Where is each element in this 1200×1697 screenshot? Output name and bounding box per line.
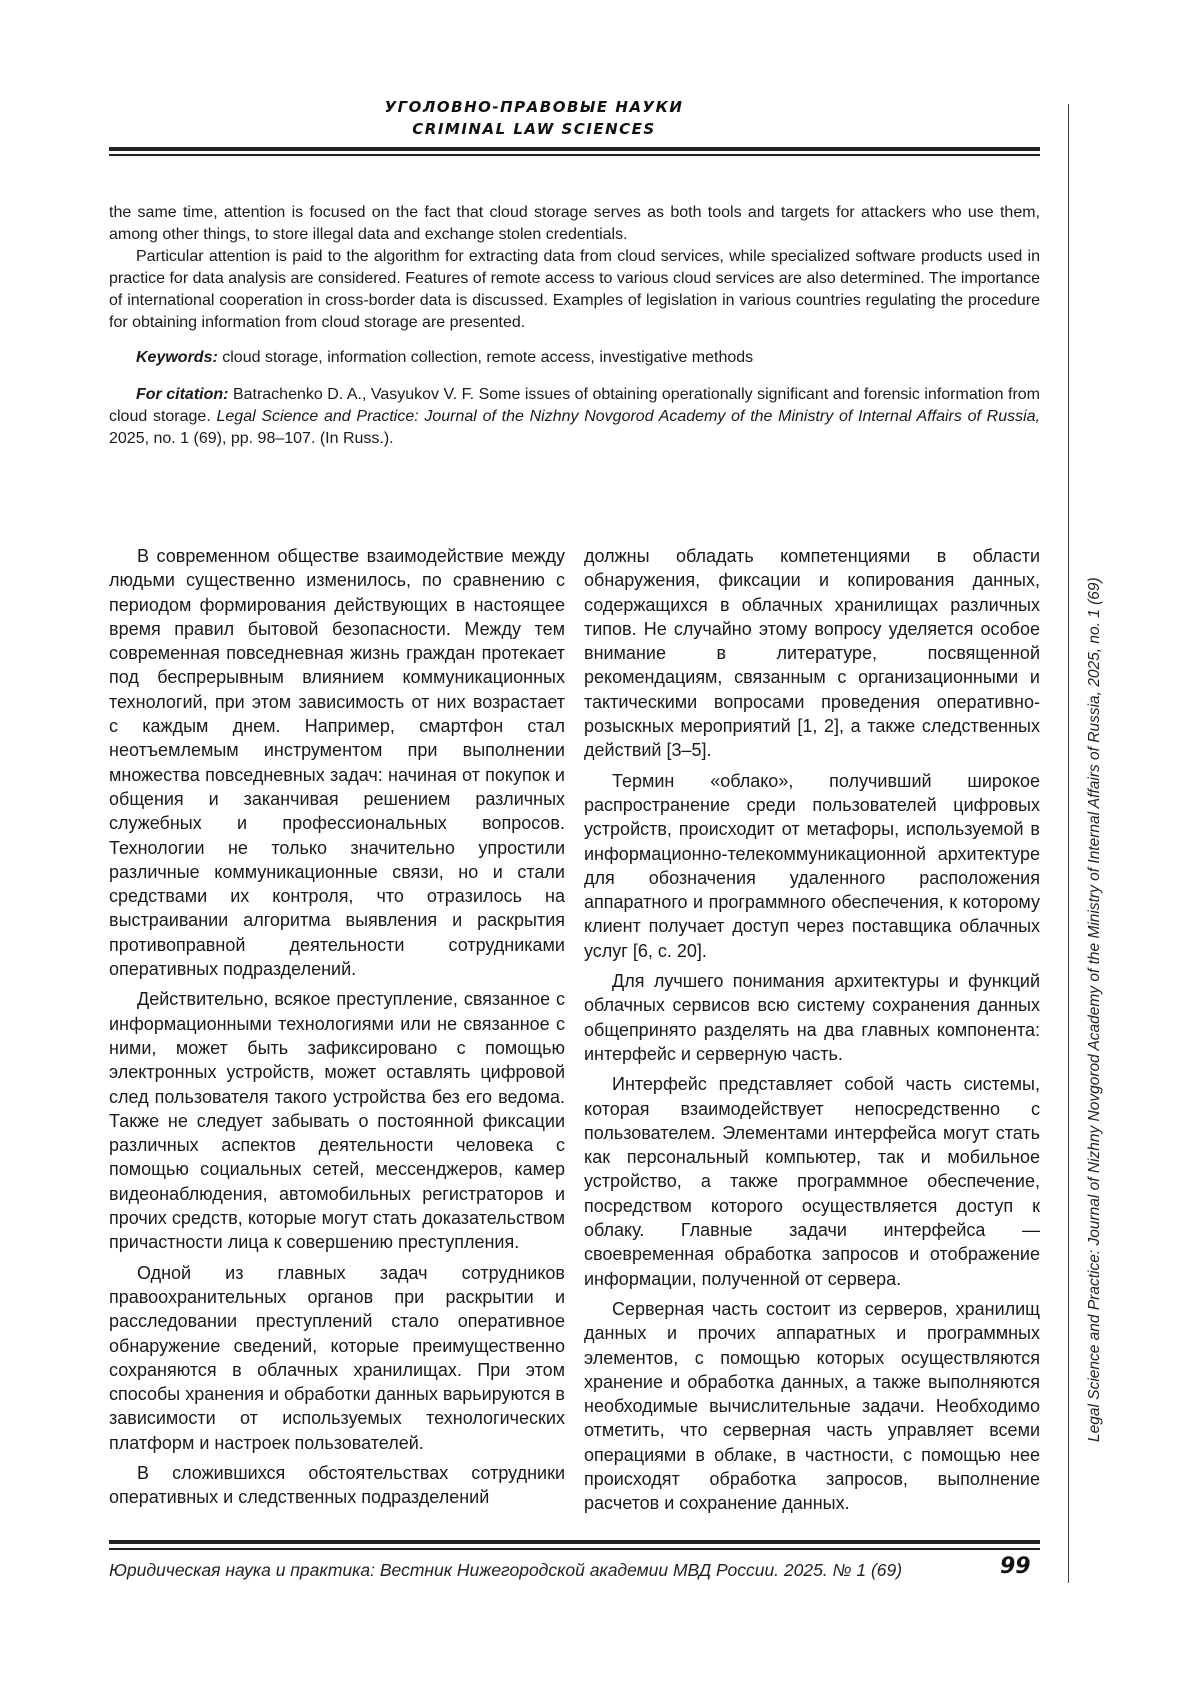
side-journal-reference: Legal Science and Practice: Journal of Nizhny Novgorod Academy of the Ministry of Internal Affairs of Russia, 2025, no. 1 (69) (1086, 577, 1103, 1443)
keywords-text: cloud storage, information collection, remote access, investigative methods (217, 349, 754, 366)
citation-tail: 2025, no. 1 (69), pp. 98–107. (In Russ.). (109, 430, 394, 447)
body-paragraph: Термин «облако», получивший широкое распространение среди пользователей цифровых устройств, происходит от метафоры, используемой в информационно-телекоммуникационной архитектуре для обозначения удаленного расположения аппаратного и программного обеспечения, к которому клиент получает доступ через поставщика облачных услуг [6, с. 20]. (584, 770, 1040, 961)
section-header (0, 96, 1068, 140)
keywords-label: Keywords: (136, 349, 218, 366)
section-title-ru: УГОЛОВНО-ПРАВОВЫЕ НАУКИ (384, 98, 684, 116)
keywords (109, 347, 1040, 369)
abstract-paragraph: the same time, attention is focused on the fact that cloud storage serves as both tools and targets for attackers who use them, among other things, to store illegal data and exchange stolen credentials. (109, 204, 1040, 243)
citation-journal: Legal Science and Practice: Journal of the Nizhny Novgorod Academy of the Ministry of Internal Affairs of Russia, (216, 408, 1041, 425)
citation-authors: Batrachenko D. A., Vasyukov V. F. Some issues of obtaining operationally significant and forensic information from cloud storage. (109, 386, 1041, 425)
footer-rule-thick (109, 1540, 1040, 1544)
body-column-right (584, 544, 1040, 1522)
section-title-en: CRIMINAL LAW SCIENCES (412, 120, 656, 138)
body-paragraph: В современном обществе взаимодействие между людьми существенно изменилось, по сравнению с периодом формирования действующих в настоящее время правил бытовой безопасности. Между тем современная повседневная жизнь граждан протекает под беспрерывным влиянием коммуникационных технологий, при этом зависимость от них возрастает с каждым днем. Например, смартфон стал неотъемлемым инструментом при выполнении множества повседневных задач: начиная от покупок и общения и заканчивая решением различных служебных и профессиональных вопросов. Технологии не только значительно упростили различные коммуникационные связи, но и стали средствами их контроля, что отразилось на выстраивании алгоритма выявления и раскрытия противоправной деятельности сотрудниками оперативных подразделений. (109, 546, 565, 980)
body-paragraph: Серверная часть состоит из серверов, хранилищ данных и прочих аппаратных и программных элементов, с помощью которых осуществляются хранение и обработка данных, а также выполняются необходимые вычислительные задачи. Необходимо отметить, что серверная часть управляет всеми операциями в облаке, в частности, с помощью нее происходят обработка запросов, выполнение расчетов и сохранение данных. (584, 1298, 1040, 1514)
body-paragraph: Для лучшего понимания архитектуры и функций облачных сервисов всю систему сохранения данных общепринято разделять на два главных компонента: интерфейс и серверную часть. (584, 971, 1040, 1064)
body-paragraph: Одной из главных задач сотрудников правоохранительных органов при раскрытии и расследовании преступлений стало оперативное обнаружение сведений, которые преимущественно сохраняются в облачных хранилищах. При этом способы хранения и обработки данных варьируются в зависимости от используемых технологических платформ и настроек пользователей. (109, 1262, 565, 1453)
body-paragraph: В сложившихся обстоятельствах сотрудники оперативных и следственных подразделений (109, 1462, 565, 1508)
body-paragraph: Действительно, всякое преступление, связанное с информационными технологиями или не связанное с ними, может быть зафиксировано с помощью электронных устройств, может оставлять цифровой след пользователя такого устройства без его ведома. Также не следует забывать о постоянной фиксации различных аспектов деятельности человека с помощью социальных сетей, мессенджеров, камер видеонаблюдения, автомобильных регистраторов и прочих средств, которые могут стать доказательством причастности лица к совершению преступления. (109, 989, 565, 1253)
citation-label: For citation: (136, 386, 229, 403)
header-rule-thin (109, 154, 1040, 156)
body-paragraph: Интерфейс представляет собой часть системы, которая взаимодействует непосредственно с пользователем. Элементами интерфейса могут стать как персональный компьютер, так и мобильное устройство, а также программное обеспечение, посредством которого осуществляется доступ к облаку. Главные задачи интерфейса — своевременная обработка запросов и отображение информации, полученной от сервера. (584, 1074, 1040, 1289)
citation (109, 384, 1040, 450)
side-rule (1068, 104, 1069, 1583)
abstract-block (109, 202, 1040, 450)
abstract-paragraph: Particular attention is paid to the algorithm for extracting data from cloud services, while specialized software products used in practice for data analysis are considered. Features of remote access to various cloud services are also determined. The importance of international cooperation in cross-border data is discussed. Examples of legislation in various countries regulating the procedure for obtaining information from cloud storage are presented. (109, 248, 1040, 331)
footer-rule-thin (109, 1548, 1040, 1550)
page-number: 99 (1000, 1554, 1031, 1579)
header-rule-thick (109, 147, 1040, 151)
body-column-left (109, 544, 565, 1516)
footer-journal-title: Юридическая наука и практика: Вестник Нижегородской академии МВД России. 2025. № 1 (69) (109, 1560, 903, 1580)
body-paragraph: должны обладать компетенциями в области обнаружения, фиксации и копирования данных, содержащихся в облачных хранилищах различных типов. Не случайно этому вопросу уделяется особое внимание в литературе, посвященной рекомендациям, связанным с организационными и тактическими вопросами проведения оперативно-розыскных мероприятий [1, 2], а также следственных действий [3–5]. (584, 546, 1040, 761)
